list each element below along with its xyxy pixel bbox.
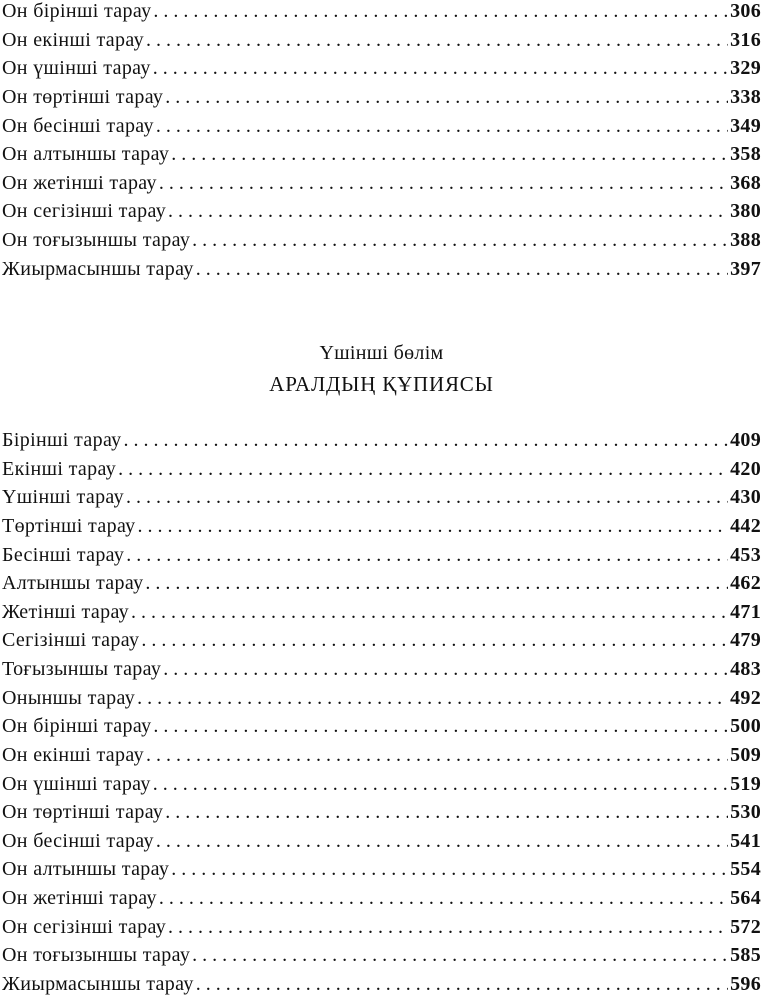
dot-leader bbox=[124, 426, 729, 455]
toc-entry-title: Он екінші тарау bbox=[2, 28, 144, 51]
toc-entry-page: 462 bbox=[730, 572, 761, 595]
toc-entry[interactable] bbox=[2, 112, 761, 141]
toc-entry[interactable] bbox=[2, 455, 761, 484]
toc-entry[interactable] bbox=[2, 26, 761, 55]
toc-entry-title: Төртінші тарау bbox=[2, 514, 136, 537]
part-title: АРАЛДЫҢ ҚҰПИЯСЫ bbox=[269, 372, 494, 396]
dot-leader bbox=[153, 54, 728, 83]
dot-leader bbox=[156, 827, 728, 856]
toc-entry[interactable] bbox=[2, 598, 761, 627]
toc-entry-title: Он алтыншы тарау bbox=[2, 143, 170, 166]
toc-entry[interactable] bbox=[2, 426, 761, 455]
toc-entry-title: Он бесінші тарау bbox=[2, 114, 154, 137]
toc-entry-title: Тоғызыншы тарау bbox=[2, 658, 162, 680]
dot-leader bbox=[159, 884, 728, 913]
toc-entry-page: 380 bbox=[730, 200, 761, 223]
toc-entry-page: 541 bbox=[730, 829, 761, 852]
toc-entry[interactable] bbox=[2, 83, 761, 112]
toc-entry-page: 572 bbox=[730, 915, 761, 938]
toc-entry[interactable] bbox=[2, 884, 761, 913]
toc-entry-title: Жиырмасыншы тарау bbox=[2, 972, 194, 995]
toc-entry-page: 409 bbox=[730, 429, 761, 451]
toc-entry-title: Екінші тарау bbox=[2, 457, 117, 480]
dot-leader bbox=[168, 913, 728, 942]
toc-entry-title: Он төртінші тарау bbox=[2, 801, 164, 824]
toc-entry[interactable] bbox=[2, 655, 761, 684]
toc-entry-title: Он тоғызыншы тарау bbox=[2, 944, 191, 967]
toc-entry-title: Он төртінші тарау bbox=[2, 85, 164, 108]
toc-entry-title: Он жетінші тарау bbox=[2, 171, 157, 194]
dot-leader bbox=[138, 512, 729, 541]
dot-leader bbox=[146, 741, 728, 770]
toc-entry[interactable] bbox=[2, 798, 761, 827]
dot-leader bbox=[163, 655, 728, 684]
dot-leader bbox=[168, 197, 728, 226]
dot-leader bbox=[192, 941, 728, 970]
toc-entry-page: 530 bbox=[730, 801, 761, 824]
toc-entry[interactable] bbox=[2, 970, 761, 999]
dot-leader bbox=[196, 970, 728, 999]
dot-leader bbox=[145, 569, 728, 598]
toc-entry[interactable] bbox=[2, 483, 761, 512]
toc-entry[interactable] bbox=[2, 54, 761, 83]
toc-entry-page: 596 bbox=[730, 972, 761, 995]
toc-entry-title: Он алтыншы тарау bbox=[2, 858, 170, 881]
toc-entry-page: 338 bbox=[730, 85, 761, 108]
toc-entry-title: Он үшінші тарау bbox=[2, 57, 151, 80]
toc-entry-page: 420 bbox=[730, 457, 761, 480]
dot-leader bbox=[137, 684, 728, 713]
toc-entry-title: Он сегізінші тарау bbox=[2, 915, 167, 938]
toc-entry[interactable] bbox=[2, 941, 761, 970]
toc-entry[interactable] bbox=[2, 827, 761, 856]
dot-leader bbox=[165, 798, 728, 827]
toc-entry-title: Он екінші тарау bbox=[2, 743, 144, 766]
toc-entry-page: 492 bbox=[730, 686, 761, 709]
dot-leader bbox=[146, 26, 728, 55]
toc-entry[interactable] bbox=[2, 255, 761, 284]
toc-entry-page: 564 bbox=[730, 887, 761, 909]
toc-entry[interactable] bbox=[2, 569, 761, 598]
toc-entry-title: Он тоғызыншы тарау bbox=[2, 229, 191, 251]
toc-entry-title: Он сегізінші тарау bbox=[2, 200, 167, 223]
toc-entry-page: 453 bbox=[730, 543, 761, 566]
toc-list-part-three bbox=[2, 426, 761, 999]
toc-entry[interactable] bbox=[2, 913, 761, 942]
toc-entry-title: Бірінші тарау bbox=[2, 429, 122, 451]
dot-leader bbox=[153, 712, 728, 741]
dot-leader bbox=[171, 140, 728, 169]
toc-entry-title: Он бесінші тарау bbox=[2, 829, 154, 852]
toc-entry-page: 442 bbox=[730, 514, 761, 537]
toc-entry-page: 430 bbox=[730, 486, 761, 509]
toc-entry-page: 329 bbox=[730, 57, 761, 80]
toc-entry[interactable] bbox=[2, 626, 761, 655]
toc-entry-page: 368 bbox=[730, 171, 761, 194]
toc-entry-page: 483 bbox=[730, 658, 761, 680]
dot-leader bbox=[171, 855, 728, 884]
toc-entry[interactable] bbox=[2, 512, 761, 541]
toc-entry-title: Сегізінші тарау bbox=[2, 629, 140, 652]
toc-entry-title: Он бірінші тарау bbox=[2, 0, 152, 22]
toc-entry-title: Бесінші тарау bbox=[2, 543, 125, 566]
toc-entry[interactable] bbox=[2, 0, 761, 26]
toc-entry-page: 397 bbox=[730, 257, 761, 280]
toc-entry[interactable] bbox=[2, 712, 761, 741]
dot-leader bbox=[126, 541, 728, 570]
dot-leader bbox=[126, 483, 728, 512]
toc-entry[interactable] bbox=[2, 140, 761, 169]
toc-entry-page: 349 bbox=[730, 114, 761, 137]
toc-entry-page: 358 bbox=[730, 143, 761, 166]
toc-entry-title: Жиырмасыншы тарау bbox=[2, 257, 194, 280]
toc-entry-title: Үшінші тарау bbox=[2, 486, 124, 509]
toc-list-continued bbox=[2, 0, 761, 283]
toc-entry-title: Он үшінші тарау bbox=[2, 772, 151, 795]
dot-leader bbox=[159, 169, 728, 198]
toc-entry-page: 471 bbox=[730, 600, 761, 623]
toc-entry[interactable] bbox=[2, 684, 761, 713]
toc-entry[interactable] bbox=[2, 541, 761, 570]
part-label: Үшінші бөлім bbox=[319, 342, 444, 364]
dot-leader bbox=[192, 226, 728, 255]
dot-leader bbox=[141, 626, 728, 655]
dot-leader bbox=[165, 83, 728, 112]
toc-entry-title: Жетінші тарау bbox=[2, 600, 130, 623]
toc-entry[interactable] bbox=[2, 197, 761, 226]
dot-leader bbox=[156, 112, 728, 141]
toc-entry[interactable] bbox=[2, 741, 761, 770]
toc-entry[interactable] bbox=[2, 169, 761, 198]
dot-leader bbox=[118, 455, 728, 484]
toc-entry-page: 479 bbox=[730, 629, 761, 652]
dot-leader bbox=[153, 0, 728, 26]
toc-entry-page: 316 bbox=[730, 28, 761, 51]
toc-entry-page: 306 bbox=[730, 0, 761, 22]
toc-entry-title: Он жетінші тарау bbox=[2, 887, 157, 909]
dot-leader bbox=[196, 255, 728, 284]
toc-entry-page: 554 bbox=[730, 858, 761, 881]
toc-entry-page: 500 bbox=[730, 715, 761, 738]
toc-entry-title: Оныншы тарау bbox=[2, 686, 136, 709]
toc-entry[interactable] bbox=[2, 770, 761, 799]
dot-leader bbox=[153, 770, 728, 799]
toc-entry-page: 388 bbox=[730, 229, 761, 251]
toc-entry-title: Он бірінші тарау bbox=[2, 715, 152, 738]
toc-entry-page: 585 bbox=[730, 944, 761, 967]
dot-leader bbox=[131, 598, 728, 627]
toc-entry[interactable] bbox=[2, 226, 761, 255]
toc-entry[interactable] bbox=[2, 855, 761, 884]
toc-entry-title: Алтыншы тарау bbox=[2, 572, 144, 595]
toc-entry-page: 509 bbox=[730, 743, 761, 766]
toc-entry-page: 519 bbox=[730, 772, 761, 795]
